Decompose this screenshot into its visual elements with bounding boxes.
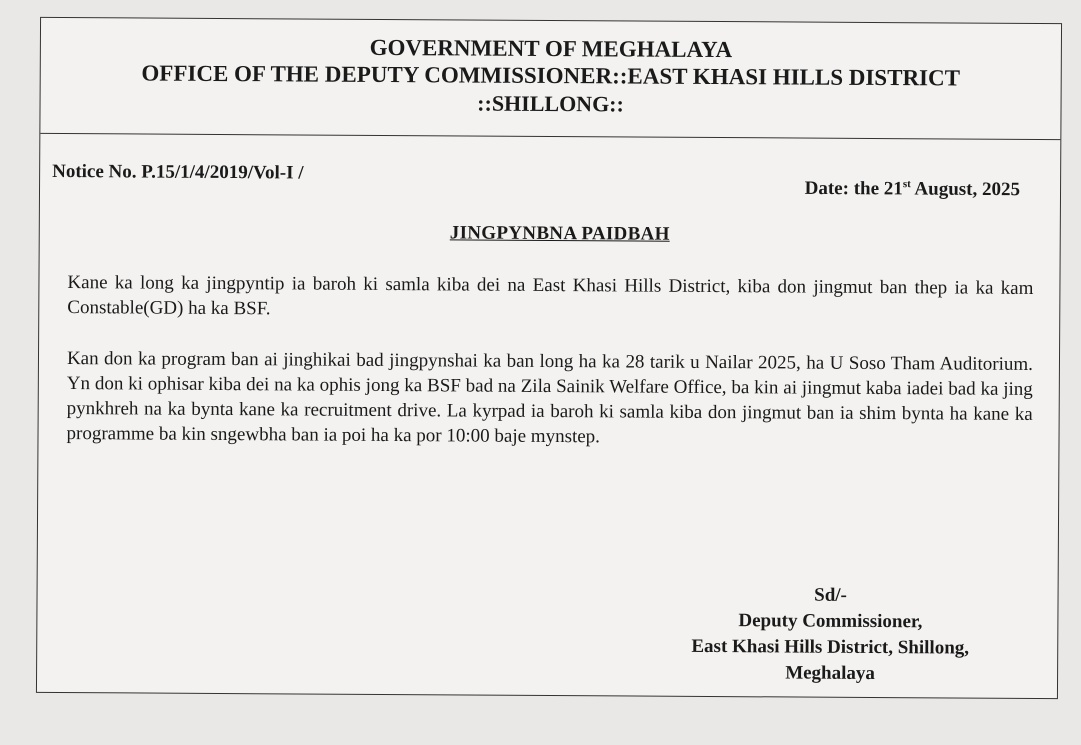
header-office: OFFICE OF THE DEPUTY COMMISSIONER::EAST KHASI HILLS DISTRICT	[141, 60, 961, 91]
signature-designation: Deputy Commissioner,	[738, 610, 923, 633]
paragraph-1: Kane ka long ka jingpyntip ia baroh ki samla kiba dei na East Khasi Hills District, kiba don jingmut ban thep ia ka kam Constable(GD) ha ka BSF.	[67, 272, 1034, 320]
signature-block	[655, 582, 1006, 688]
notice-title: JINGPYNBNA PAIDBAH	[449, 222, 670, 245]
signature-office: East Khasi Hills District, Shillong,	[691, 635, 970, 659]
letterhead	[40, 18, 1061, 140]
signature-sd: Sd/-	[814, 584, 847, 606]
notice-document	[36, 17, 1062, 699]
date-suffix: st	[902, 178, 911, 191]
notice-date	[805, 178, 1021, 202]
paragraph-2: Kan don ka program ban ai jinghikai bad jingpynshai ka ban long ha ka 28 tarik u Nailar 2025, ha U Soso Tham Auditorium. Yn don ki ophisar kiba dei na ka ophis jong ka BSF bad na Zila Sainik Welfare Office, ba kin ai jingmut kaba iadei bad ka jing pynkhreh na ka bynta kane ka recruitment drive. La kyrpad ia baroh ki samla kiba don jingmut ban ia shim bynta ha kane ka programme ba kin sngewbha ban ia poi ha ka por 10:00 baje mynstep.	[66, 348, 1034, 448]
date-rest: August, 2025	[910, 178, 1021, 201]
header-city: ::SHILLONG::	[477, 90, 624, 117]
header-government: GOVERNMENT OF MEGHALAYA	[369, 34, 733, 63]
signature-state: Meghalaya	[785, 662, 876, 684]
notice-number: Notice No. P.15/1/4/2019/Vol-I /	[52, 160, 304, 184]
date-prefix: Date: the 21	[804, 177, 903, 200]
